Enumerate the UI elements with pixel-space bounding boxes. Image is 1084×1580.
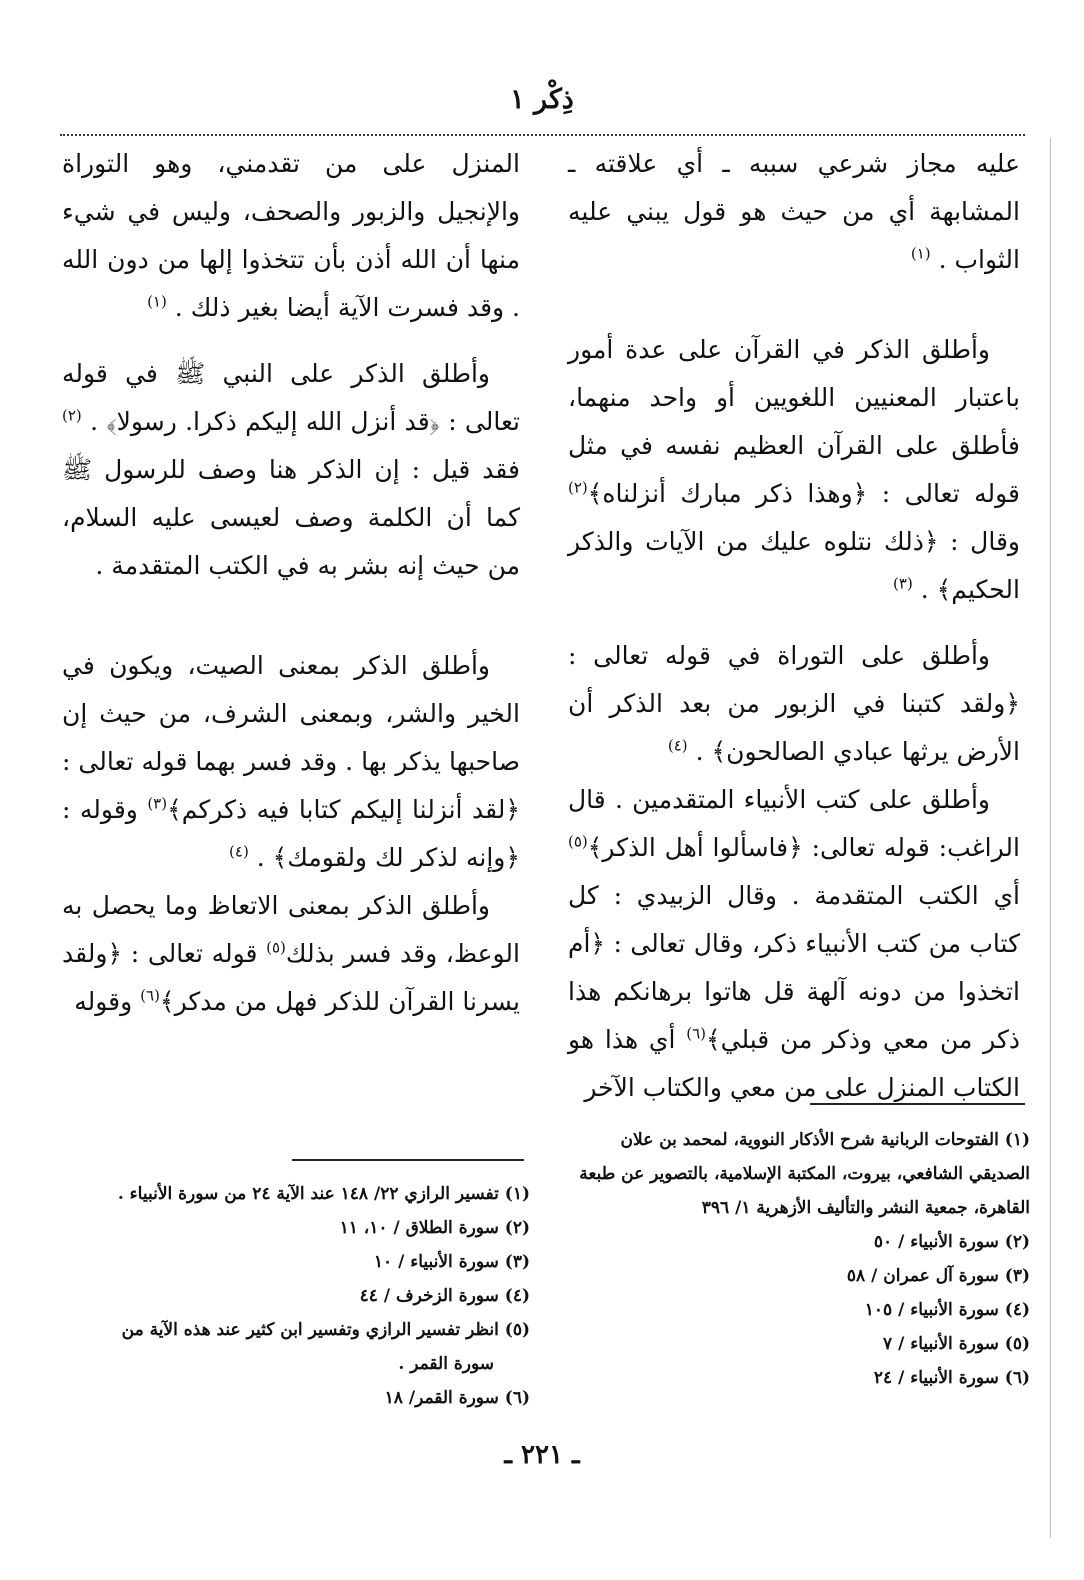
paragraph-text: وقال : ﴿ذلك نتلوه عليك من الآيات والذكر الحكيم﴾ . [568,527,1020,604]
footnote: (١) تفسير الرازي ٢٢/ ١٤٨ عند الآية ٢٤ من سورة الأنبياء . [117,1184,530,1204]
paragraph-text: أي هذا هو الكتاب المنزل على من معي والكتاب الآخر [568,1025,1020,1102]
paragraph [568,326,1020,614]
footnote-ref: (٢) [568,478,588,497]
footnote-ref: (٦) [140,986,160,1005]
footnotes-right [570,1123,1030,1395]
paragraph [568,140,1020,284]
paragraph-text: المنزل على من تقدمني، وهو التوراة والإنجيل والزبور والصحف، وليس في شيء منها أن الله أذن بأن تتخذوا إلها من دون الله . وقد فسرت الآية أيضا بغير ذلك . [62,149,520,322]
paragraph-text: عليه مجاز شرعي سببه ـ أي علاقته ـ المشابهة أي من حيث هو قول يبني عليه الثواب . [568,149,1020,274]
paragraph-text: وأطلق الذكر بمعنى الاتعاظ وما يحصل به الوعظ، وقد فسر بذلك [62,891,520,968]
paragraph [62,642,520,882]
footnotes-left [80,1177,530,1415]
page-number: ـ ٢٢١ ـ [504,1440,580,1470]
footnote-separator [810,1103,1025,1105]
paragraph [62,350,520,590]
paragraph-text: قوله تعالى : ﴿ولقد يسرنا القرآن للذكر فهل من مدكر﴾ [62,939,520,1016]
footnote-ref: (٣) [147,794,168,813]
paragraph [62,882,520,1026]
paragraph-text: أي الكتب المتقدمة . وقال الزبيدي : كل كتاب من كتب الأنبياء ذكر، وقال تعالى : ﴿أم اتخذوا من دونه آلهة قل هاتوا برهانكم هذا ذكر من معي وذكر من قبلي﴾ [568,881,1020,1054]
footnote-continuation: سورة القمر . [398,1354,494,1374]
footnote: (٢) سورة الأنبياء / ٥٠ [873,1232,1030,1252]
paragraph-text: فقد قيل : إن الذكر هنا وصف للرسول ﷺ كما أن الكلمة وصف لعيسى عليه السلام، من حيث إنه بشر به في الكتب المتقدمة . [62,455,520,580]
footnote-ref: (٤) [229,842,249,861]
left-column [62,140,520,1026]
footnote: (٢) سورة الطلاق / ١٠، ١١ [339,1218,530,1238]
footnote: (٤) سورة الزخرف / ٤٤ [359,1286,530,1306]
footnote: (٣) سورة آل عمران / ٥٨ [846,1266,1030,1286]
footnote-ref: (١) [910,244,931,263]
footnote: (٦) سورة الأنبياء / ٢٤ [873,1368,1030,1388]
paragraph-text: وقوله : ﴿وإنه لذكر لك ولقومك﴾ . [62,795,520,872]
footnote-ref: (٥) [568,832,588,851]
footnote: (٤) سورة الأنبياء / ١٠٥ [864,1300,1030,1320]
footnote: (٣) سورة الأنبياء / ١٠ [373,1252,530,1272]
header-dotted-rule [60,134,1025,136]
footnote-ref: (٣) [893,574,913,593]
footnote-ref: (٢) [62,406,82,425]
paragraph-text: وأطلق على التوراة في قوله تعالى : ﴿ولقد كتبنا في الزبور من بعد الذكر أن الأرض يرثها عبادي الصالحون﴾ . [568,641,1020,766]
paragraph [568,632,1020,776]
paragraph-text: وقوله [74,987,141,1016]
paragraph [568,776,1020,1112]
footnote-ref: (١) [147,292,167,311]
footnote-ref: (٤) [667,736,688,755]
footnote-ref: (٦) [686,1024,706,1043]
footnote: (٦) سورة القمر/ ١٨ [384,1388,530,1408]
footnote-ref: (٥) [266,938,286,957]
footnote-separator [292,1159,524,1161]
right-column [568,140,1020,1112]
paragraph [62,140,520,332]
running-title: ذِكْر ١ [510,84,574,115]
scan-edge-line [1050,138,1051,1538]
paragraph-text: وأطلق الذكر بمعنى الصيت، ويكون في الخير والشر، وبمعنى الشرف، من حيث إن صاحبها يذكر بها . وقد فسر بهما قوله تعالى : ﴿لقد أنزلنا إليكم كتابا فيه ذكركم﴾ [62,651,520,824]
paragraph-text: وأطلق الذكر في القرآن على عدة أمور باعتبار المعنيين اللغويين أو واحد منهما، فأطلق على القرآن العظيم نفسه في مثل قوله تعالى : ﴿وهذا ذكر مبارك أنزلناه﴾ [568,335,1020,508]
footnote: (١) الفتوحات الربانية شرح الأذكار النووية، لمحمد بن علان الصديقي الشافعي، بيروت، المكتبة الإسلامية، بالتصوير عن طبعة القاهرة، جمعية النشر والتأليف الأزهرية ١/ ٣٩٦ [579,1130,1030,1218]
footnote: (٥) سورة الأنبياء / ٧ [883,1334,1030,1354]
paragraph-text: وأطلق الذكر على النبي ﷺ في قوله تعالى : ﴿قد أنزل الله إليكم ذكرا. رسولا﴾ . [62,359,521,436]
footnote: (٥) انظر تفسير الرازي وتفسير ابن كثير عند هذه الآية من [121,1320,530,1340]
paragraph-text: وأطلق على كتب الأنبياء المتقدمين . قال الراغب: قوله تعالى: ﴿فاسألوا أهل الذكر﴾ [568,785,1020,862]
